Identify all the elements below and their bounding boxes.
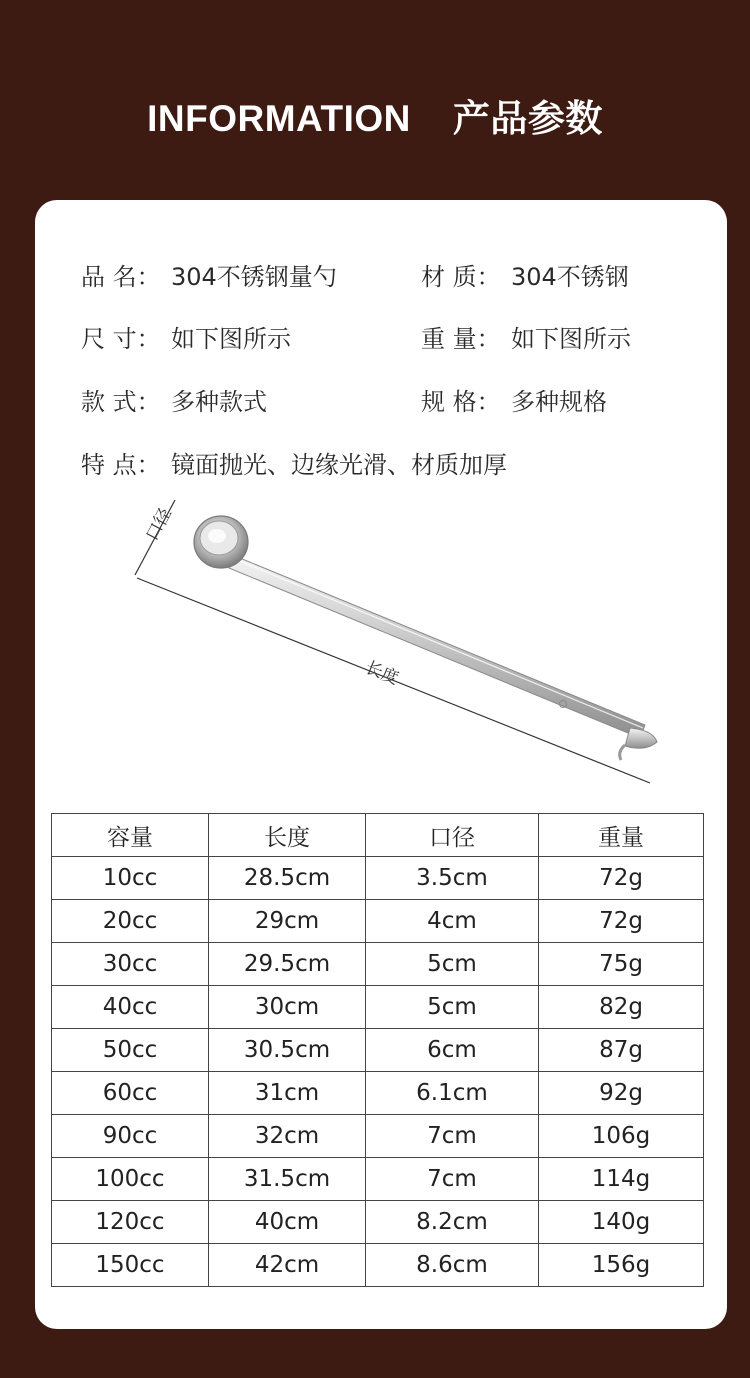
table-cell: 3.5cm: [366, 857, 539, 900]
table-cell: 29.5cm: [209, 943, 366, 986]
table-row: [52, 1072, 704, 1115]
table-cell: 72g: [539, 900, 704, 943]
diameter-label: 口径: [142, 504, 176, 545]
spoon-bowl: [194, 516, 248, 568]
info-card: [35, 200, 727, 1329]
table-cell: 114g: [539, 1158, 704, 1201]
table-cell: 60cc: [52, 1072, 209, 1115]
table-cell: 29cm: [209, 900, 366, 943]
spec-weight: [421, 319, 631, 354]
table-row: [52, 943, 704, 986]
table-cell: 7cm: [366, 1158, 539, 1201]
table-cell: 92g: [539, 1072, 704, 1115]
spec-size: [81, 319, 291, 354]
table-cell: 10cc: [52, 857, 209, 900]
table-header-cell: 容量: [52, 814, 209, 857]
table-row: [52, 1201, 704, 1244]
table-cell: 6cm: [366, 1029, 539, 1072]
table-cell: 40cm: [209, 1201, 366, 1244]
table-cell: 32cm: [209, 1115, 366, 1158]
header-title-en: INFORMATION: [147, 98, 411, 139]
table-cell: 72g: [539, 857, 704, 900]
spoon-handle: [229, 556, 657, 760]
table-header-row: [52, 814, 704, 857]
table-row: [52, 1158, 704, 1201]
table-cell: 90cc: [52, 1115, 209, 1158]
spec-label: 品 名：: [81, 263, 161, 291]
table-row: [52, 1244, 704, 1287]
table-cell: 6.1cm: [366, 1072, 539, 1115]
header-title-cn: 产品参数: [452, 97, 603, 140]
table-cell: 8.2cm: [366, 1201, 539, 1244]
table-row: [52, 857, 704, 900]
spec-value: 多种款式: [171, 388, 267, 416]
table-cell: 7cm: [366, 1115, 539, 1158]
spec-value: 多种规格: [511, 388, 607, 416]
table-cell: 5cm: [366, 986, 539, 1029]
table-cell: 31cm: [209, 1072, 366, 1115]
spec-material: [421, 257, 629, 292]
table-cell: 8.6cm: [366, 1244, 539, 1287]
spec-value: 如下图所示: [171, 325, 291, 353]
table-header-cell: 重量: [539, 814, 704, 857]
table-cell: 30.5cm: [209, 1029, 366, 1072]
table-row: [52, 986, 704, 1029]
table-cell: 40cc: [52, 986, 209, 1029]
spec-value: 镜面抛光、边缘光滑、材质加厚: [171, 451, 507, 479]
spec-table: [51, 813, 704, 1287]
spec-specification: [421, 382, 607, 417]
table-cell: 31.5cm: [209, 1158, 366, 1201]
length-label: 长度: [362, 657, 402, 690]
spec-label: 尺 寸：: [81, 325, 161, 353]
table-cell: 20cc: [52, 900, 209, 943]
table-row: [52, 1115, 704, 1158]
spec-label: 规 格：: [421, 388, 501, 416]
table-cell: 120cc: [52, 1201, 209, 1244]
table-row: [52, 1029, 704, 1072]
table-cell: 140g: [539, 1201, 704, 1244]
table-header-cell: 长度: [209, 814, 366, 857]
spec-value: 304不锈钢量勺: [171, 263, 337, 291]
table-cell: 30cm: [209, 986, 366, 1029]
table-cell: 30cc: [52, 943, 209, 986]
table-cell: 156g: [539, 1244, 704, 1287]
table-cell: 4cm: [366, 900, 539, 943]
table-cell: 28.5cm: [209, 857, 366, 900]
table-cell: 50cc: [52, 1029, 209, 1072]
spec-label: 材 质：: [421, 263, 501, 291]
table-cell: 150cc: [52, 1244, 209, 1287]
table-cell: 100cc: [52, 1158, 209, 1201]
table-cell: 82g: [539, 986, 704, 1029]
spoon-diagram: [125, 490, 685, 790]
spec-features: [81, 445, 507, 480]
table-cell: 42cm: [209, 1244, 366, 1287]
spec-label: 重 量：: [421, 325, 501, 353]
spec-style: [81, 382, 267, 417]
table-cell: 75g: [539, 943, 704, 986]
page-header: [0, 88, 750, 142]
spec-product-name: [81, 257, 337, 292]
spec-value: 304不锈钢: [511, 263, 629, 291]
table-cell: 5cm: [366, 943, 539, 986]
spec-value: 如下图所示: [511, 325, 631, 353]
spec-label: 款 式：: [81, 388, 161, 416]
table-header-cell: 口径: [366, 814, 539, 857]
table-row: [52, 900, 704, 943]
table-cell: 87g: [539, 1029, 704, 1072]
spec-label: 特 点：: [81, 451, 161, 479]
table-cell: 106g: [539, 1115, 704, 1158]
